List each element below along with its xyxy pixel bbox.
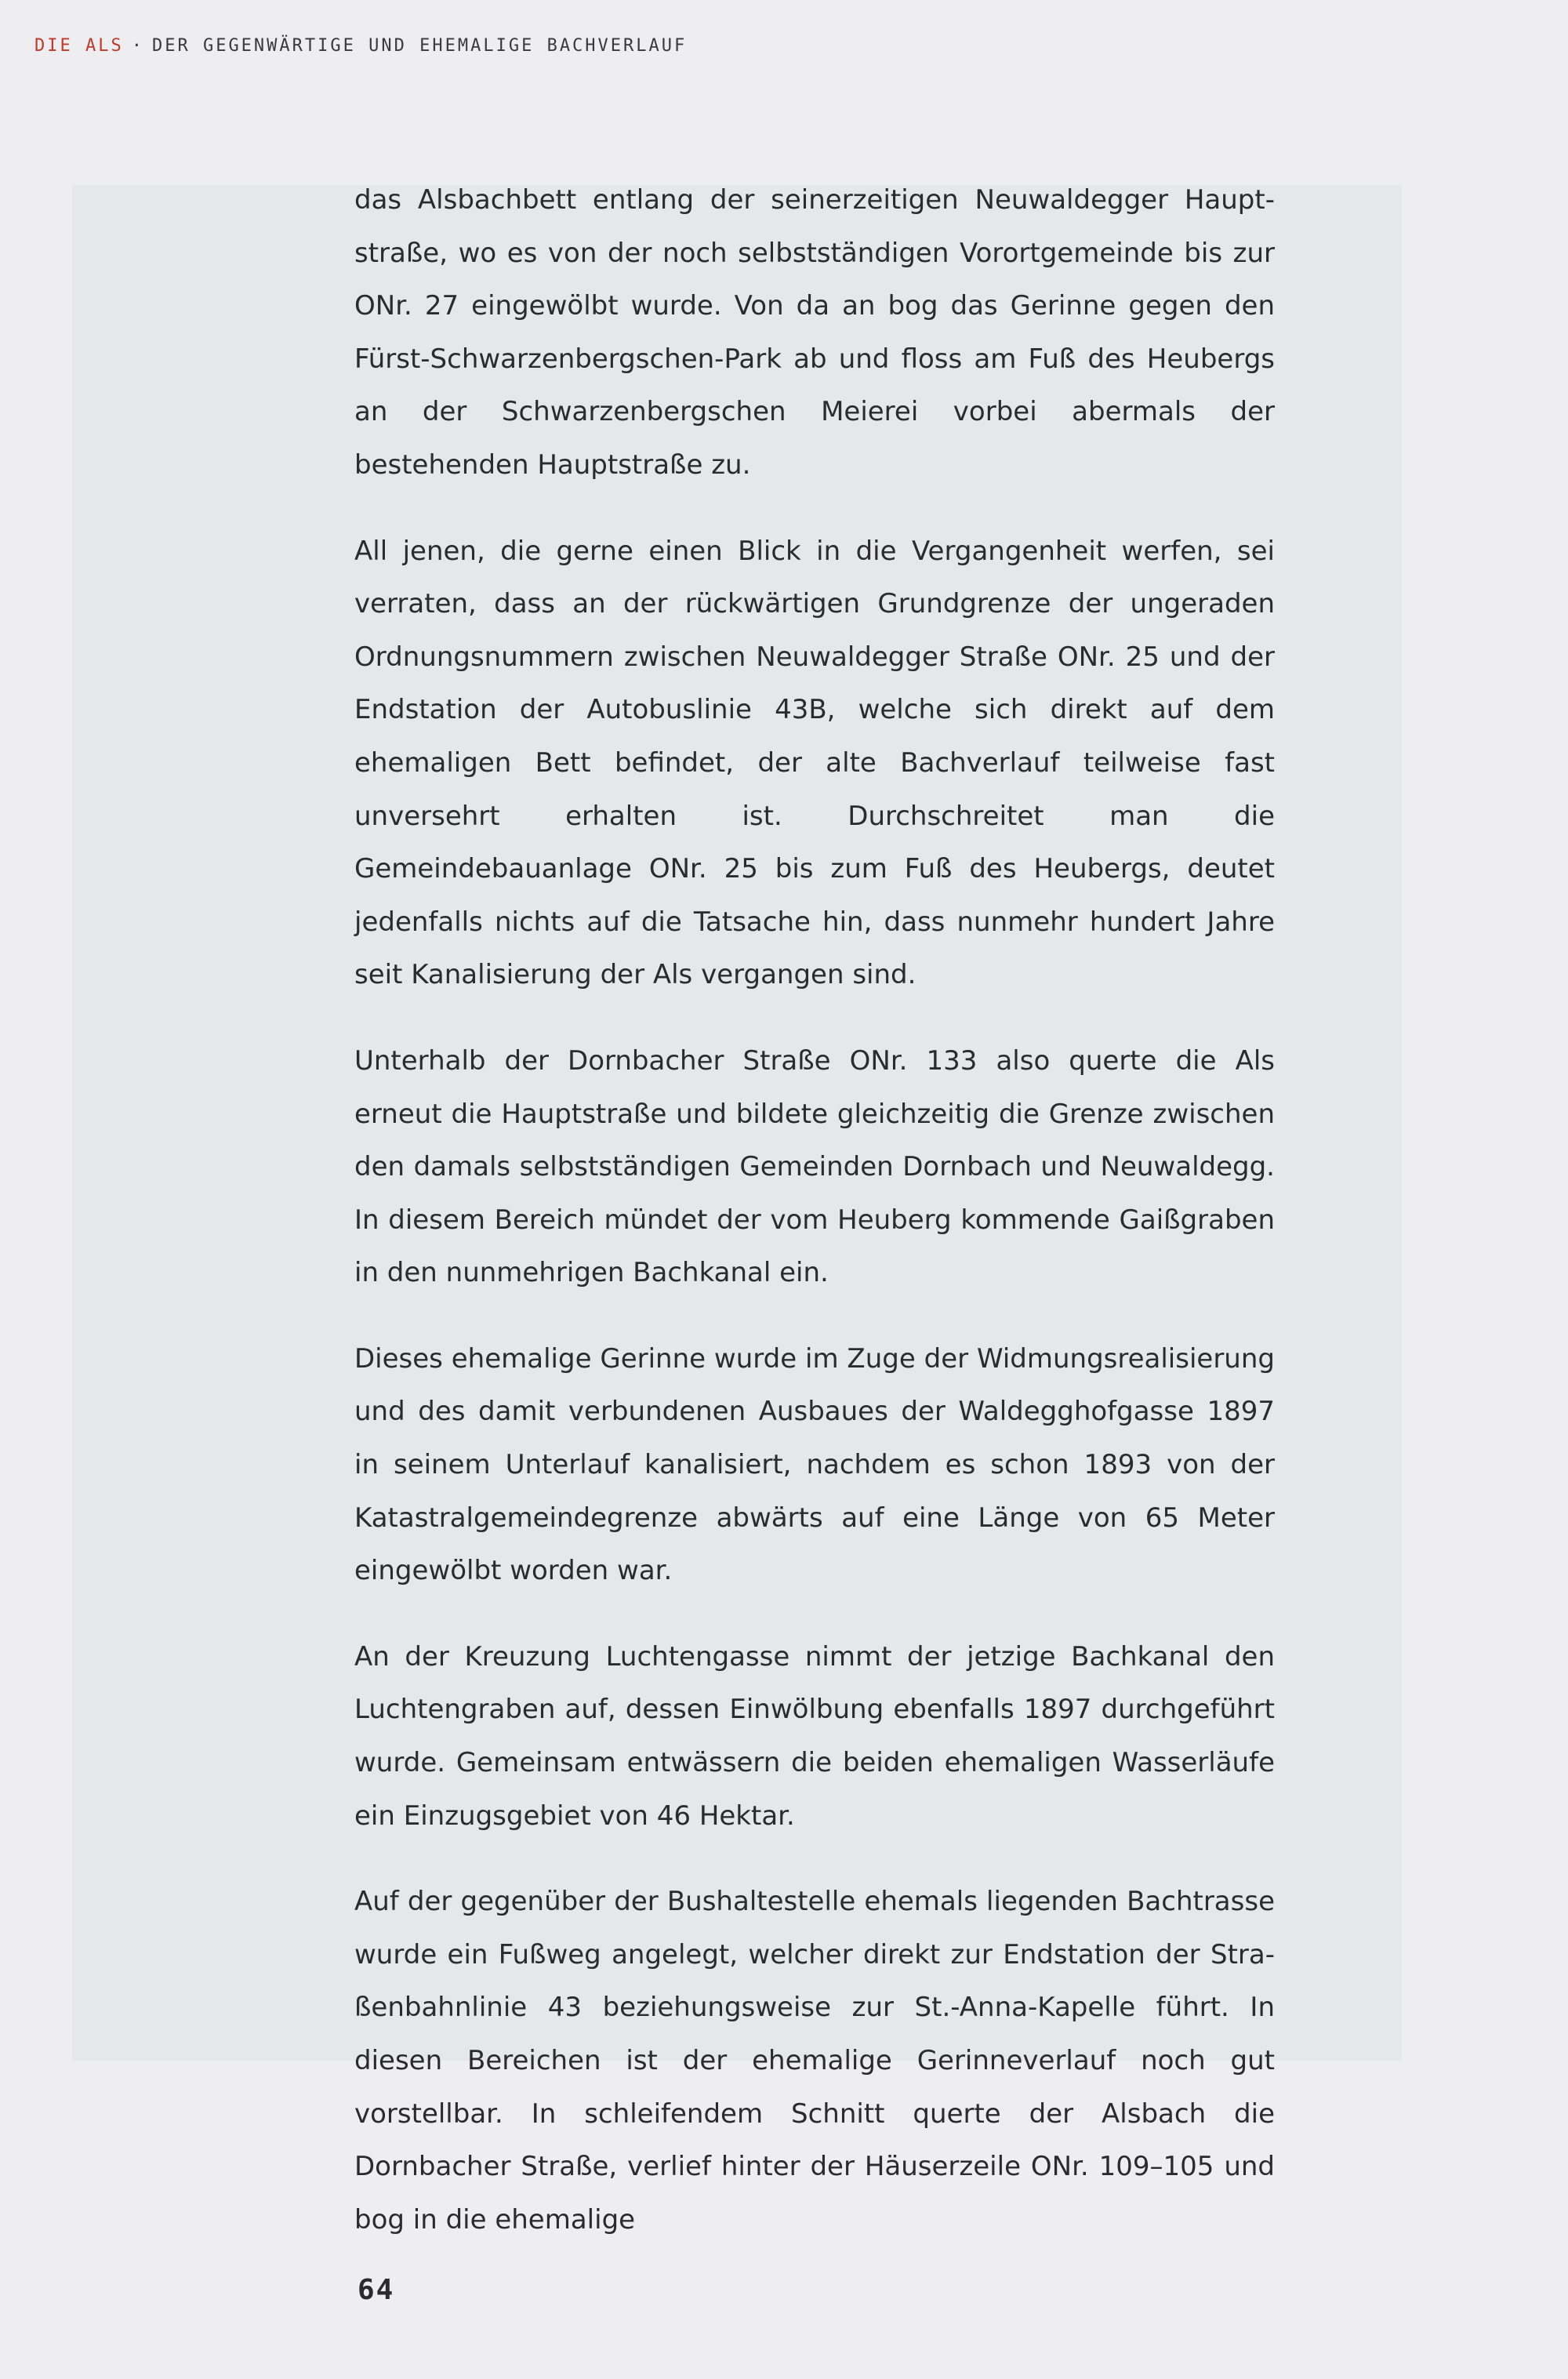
paragraph: Auf der gegenüber der Bushaltestelle ehemals liegenden Bachtrasse wurde ein Fußweg angelegt, welcher direkt zur Endstation der Straßenbahnlinie 43 beziehungsweise zur St.-Anna-Kapelle führt. In diesen Bereichen ist der ehemalige Gerinneverlauf noch gut vorstellbar. In schleifendem Schnitt querte der Alsbach die Dornbacher Straße, verlief hinter der Häuserzeile ONr. 109–105 und bog in die ehemalige (354, 1886, 1275, 2236)
header-separator: · (131, 36, 144, 56)
paragraph: Unterhalb der Dornbacher Straße ONr. 133 also querte die Als erneut die Hauptstraße und bildete gleichzeitig die Grenze zwischen den damals selbstständigen Gemeinden Dornbach und Neuwaldegg. In diesem Bereich mündet der vom Heuberg kommende Gaißgraben in den nunmehrigen Bachkanal ein. (354, 1044, 1275, 1289)
running-header (34, 36, 687, 56)
page-number: 64 (358, 2274, 395, 2306)
paragraph: das Alsbachbett entlang der seinerzeitigen Neuwaldegger Hauptstraße, wo es von der noch selbstständigen Vorortgemeinde bis zur ONr. 27 eingewölbt wurde. Von da an bog das Gerinne gegen den Fürst-Schwarzenbergschen-Park ab und floss am Fuß des Heubergs an der Schwarzenbergschen Meierei vorbei abermals der bestehenden Hauptstraße zu. (354, 184, 1275, 481)
paragraph: Dieses ehemalige Gerinne wurde im Zuge der Widmungsrealisierung und des damit verbundenen Ausbaues der Waldegghofgasse 1897 in seinem Unterlauf kanalisiert, nachdem es schon 1893 von der Katastralgemeindegrenze abwärts auf eine Länge von 65 Meter eingewölbt worden war. (354, 1342, 1275, 1587)
header-chapter-title: DER GEGENWÄRTIGE UND EHEMALIGE BACHVERLAUF (151, 36, 688, 56)
paragraph: An der Kreuzung Luchtengasse nimmt der jetzige Bachkanal den Luchtengraben auf, dessen Einwölbung ebenfalls 1897 durchgeführt wurde. Gemeinsam entwässern die beiden ehemaligen Wasserläufe ein Einzugsgebiet von 46 Hektar. (354, 1640, 1275, 1832)
paragraph: All jenen, die gerne einen Blick in die Vergangenheit werfen, sei verraten, dass an der rückwärtigen Grundgrenze der ungeraden Ordnungsnummern zwischen Neuwaldegger Straße ONr. 25 und der Endstation der Autobuslinie 43B, welche sich direkt auf dem ehemaligen Bett befindet, der alte Bachverlauf teilweise fast unversehrt erhalten ist. Durchschreitet man die Gemeindebauanlage ONr. 25 bis zum Fuß des Heubergs, deutet jedenfalls nichts auf die Tatsache hin, dass nunmehr hundert Jahre seit Kanalisierung der Als vergangen sind. (354, 535, 1275, 991)
body-text (354, 174, 1275, 2279)
header-series-title: DIE ALS (34, 36, 124, 56)
